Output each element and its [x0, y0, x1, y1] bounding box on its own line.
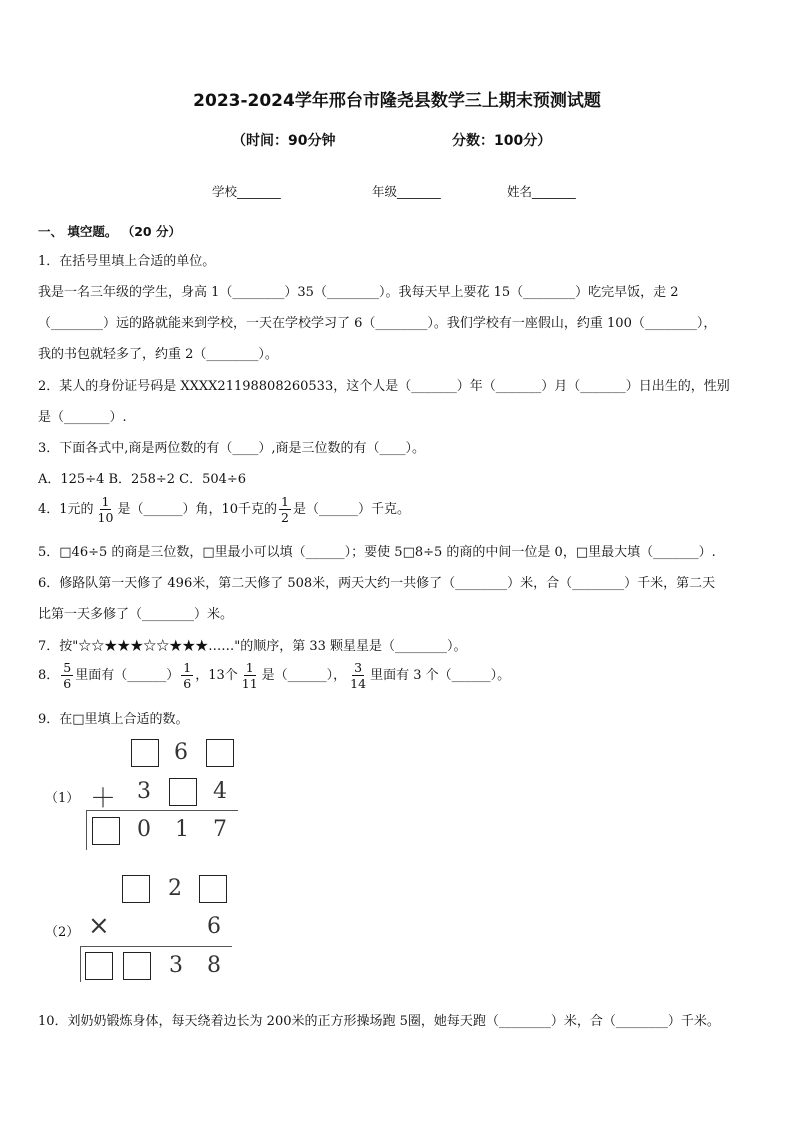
sub-question-label: （1）	[45, 791, 80, 806]
q2-line-1: 2．某人的身份证号码是 XXXX21198808260533，这个人是（_______）年（_______）月（_______）日出生的，性别	[38, 379, 730, 394]
q4-line	[38, 495, 410, 524]
product-rule	[80, 946, 232, 947]
q7-line: 7．按"☆☆★★★☆☆★★★……"的顺序，第 33 颗星星是（________）。	[38, 639, 467, 654]
q3-options: A．125÷4 B．258÷2 C．504÷6	[38, 472, 247, 487]
digit: 6	[207, 914, 221, 939]
grade-field: 年级_______	[372, 184, 441, 199]
digit: 2	[168, 876, 182, 901]
q8-text-a: 8．	[38, 668, 60, 684]
school-field: 学校_______	[212, 184, 281, 199]
digit: 1	[175, 817, 189, 842]
q2-line-2: 是（_______）.	[38, 410, 127, 425]
q1-line-2: （________）远的路就能来到学校，一天在学校学习了 6（________）。我们学校有一座假山，约重 100（________），	[38, 316, 717, 331]
q8-fraction-4: $\frac{3}{14}$	[350, 660, 367, 692]
q8-text-b: 里面有（______）	[75, 668, 180, 684]
exam-time: （时间：90分钟	[232, 133, 336, 149]
q1-line-3: 我的书包就轻多了，约重 2（________）。	[38, 347, 278, 362]
blank-box[interactable]	[199, 875, 227, 903]
q8-fraction-3: $\frac{1}{11}$	[241, 660, 258, 692]
q6-line-1: 6．修路队第一天修了 496米，第二天修了 508米，两天大约一共修了（________）米，合（________）千米，第二天	[38, 576, 716, 591]
blank-box[interactable]	[122, 875, 150, 903]
plus-sign: ＋	[90, 784, 117, 814]
q8-text-e: 里面有 3 个（______）。	[370, 668, 511, 684]
q4-text-c: 是（______）千克。	[292, 502, 410, 518]
digit: 6	[174, 740, 188, 765]
digit: 0	[137, 817, 151, 842]
q4-text-b: 是（______）角，10千克的	[117, 502, 277, 518]
sub-question-label: （2）	[45, 925, 80, 940]
blank-box[interactable]	[169, 778, 197, 806]
q3-line-1: 3．下面各式中,商是两位数的有（____）,商是三位数的有（____）。	[38, 441, 426, 456]
digit: 7	[213, 817, 227, 842]
q1-prompt: 1．在括号里填上合适的单位。	[38, 254, 216, 269]
section-heading: 一、 填空题。 （20 分）	[38, 224, 181, 239]
q10-line: 10．刘奶奶锻炼身体，每天绕着边长为 200米的正方形操场跑 5圈，她每天跑（________）米，合（________）千米。	[38, 1014, 720, 1029]
q8-text-d: 是（______），	[261, 668, 347, 684]
q8-text-c: ，13个	[195, 668, 238, 684]
q6-line-2: 比第一天多修了（________）米。	[38, 607, 234, 622]
q8-line	[38, 661, 510, 690]
digit: 3	[169, 953, 183, 978]
q4-fraction-2: $\frac{1}{2}$	[281, 494, 289, 526]
blank-box[interactable]	[206, 739, 234, 767]
q8-fraction-2: $\frac{1}{6}$	[183, 660, 192, 692]
blank-box[interactable]	[123, 952, 151, 980]
q5-line: 5．□46÷5 的商是三位数，□里最小可以填（______）；要使 5□8÷5 的商的中间一位是 0，□里最大填（_______）.	[38, 545, 716, 560]
digit: 3	[137, 779, 151, 804]
product-rule-left	[80, 946, 81, 982]
q4-text-a: 4．1元的	[38, 502, 94, 518]
times-sign: ×	[88, 911, 110, 941]
sum-rule	[86, 810, 238, 811]
q1-line-1: 我是一名三年级的学生，身高 1（________）35（________）。我每天早上要花 15（________）吃完早饭，走 2	[38, 285, 679, 300]
digit: 4	[213, 779, 227, 804]
q8-fraction-1: $\frac{5}{6}$	[63, 660, 72, 692]
digit: 8	[207, 953, 221, 978]
blank-box[interactable]	[85, 952, 113, 980]
name-field: 姓名_______	[507, 184, 576, 199]
q9-prompt: 9．在□里填上合适的数。	[38, 712, 189, 727]
q4-fraction-1: $\frac{1}{10}$	[97, 494, 114, 526]
page-title: 2023-2024学年邢台市隆尧县数学三上期末预测试题	[193, 91, 601, 111]
blank-box[interactable]	[92, 817, 120, 845]
blank-box[interactable]	[131, 739, 159, 767]
sum-rule-left	[86, 810, 87, 850]
exam-score: 分数：100分）	[452, 133, 552, 149]
